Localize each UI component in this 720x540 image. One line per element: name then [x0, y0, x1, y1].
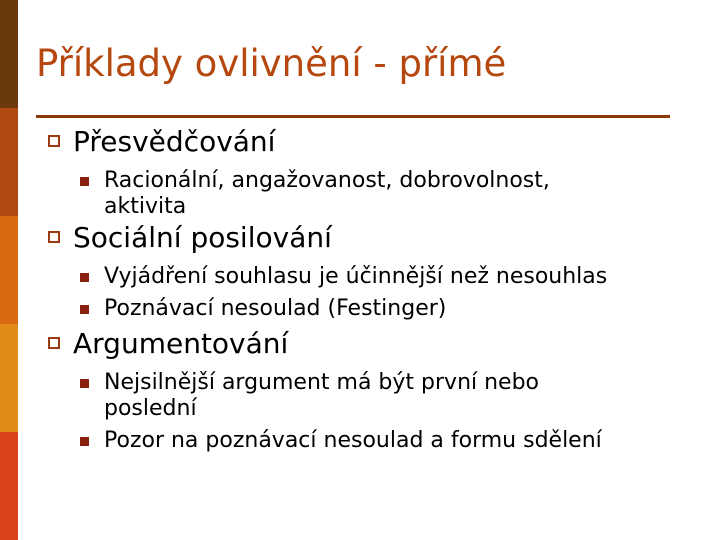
square-bullet-icon	[80, 379, 89, 388]
square-bullet-icon	[80, 177, 89, 186]
sub-bullet	[80, 428, 700, 454]
sub-bullet	[80, 264, 700, 290]
hollow-square-bullet-icon	[48, 135, 60, 147]
bullet-text: Argumentování	[73, 327, 289, 360]
sub-bullet	[80, 168, 680, 220]
bullet-argumentation	[48, 328, 288, 360]
sub-bullet-text: Nejsilnější argument má být první nebo poslední	[104, 370, 540, 421]
sub-bullet	[80, 296, 700, 322]
hollow-square-bullet-icon	[48, 337, 60, 349]
sub-bullet	[80, 370, 680, 422]
sub-bullet-text: Vyjádření souhlasu je účinnější než nesouhlas	[104, 264, 608, 289]
square-bullet-icon	[80, 273, 89, 282]
bullet-text: Přesvědčování	[73, 125, 276, 158]
square-bullet-icon	[80, 305, 89, 314]
bullet-text: Sociální posilování	[73, 221, 332, 254]
hollow-square-bullet-icon	[48, 231, 60, 243]
square-bullet-icon	[80, 437, 89, 446]
sub-bullet-text: Poznávací nesoulad (Festinger)	[104, 296, 447, 321]
slide-title: Příklady ovlivnění - přímé	[36, 42, 507, 85]
sub-bullet-text: Racionální, angažovanost, dobrovolnost, aktivita	[104, 168, 550, 219]
bullet-persuasion	[48, 126, 275, 158]
bullet-social-reinforcement	[48, 222, 332, 254]
sub-bullet-text: Pozor na poznávací nesoulad a formu sdělení	[104, 428, 602, 453]
